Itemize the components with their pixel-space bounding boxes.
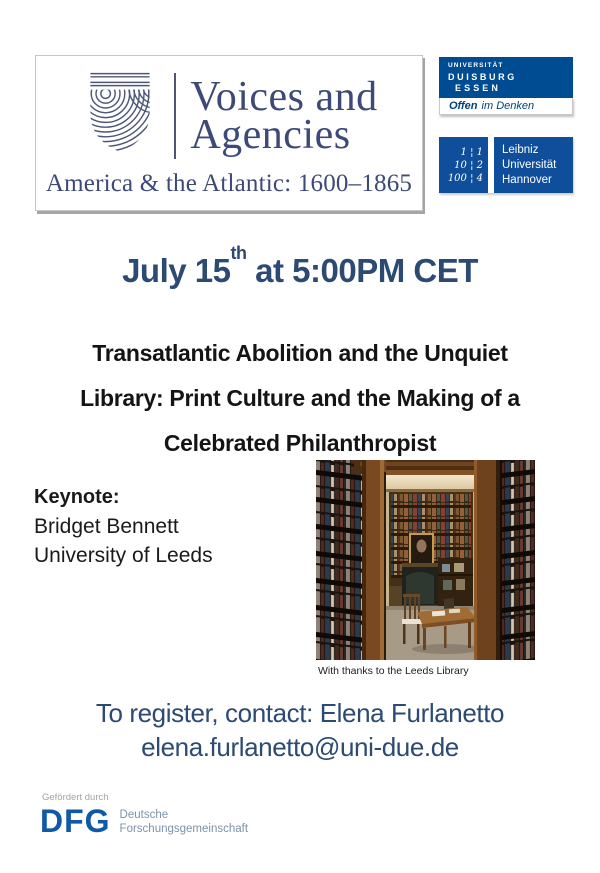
project-wordmark	[190, 73, 378, 158]
dfg-name-line2: Forschungsgemeinschaft	[119, 822, 249, 835]
dfg-funding-block	[40, 792, 249, 839]
date-part2: at 5:00PM CET	[246, 252, 478, 289]
talk-title	[0, 331, 600, 466]
ude-line-duisburg: DUISBURG	[448, 72, 517, 82]
ude-tagline-rest: im Denken	[481, 100, 535, 112]
leibniz-binary-row2: 10 ¦ 2	[454, 159, 483, 171]
ude-logo-blue-block	[439, 57, 573, 98]
dfg-logo: DFG	[40, 803, 111, 839]
voices-agencies-logo-box	[35, 55, 423, 211]
dfg-funded-by-label: Gefördert durch	[42, 792, 109, 803]
registration-contact: To register, contact: Elena Furlanetto	[95, 698, 505, 728]
leibniz-universitaet-hannover-logo	[439, 137, 573, 193]
keynote-block	[34, 483, 213, 570]
keynote-affiliation: University of Leeds	[34, 544, 213, 567]
leibniz-binary-row3: 100 ¦ 4	[447, 172, 483, 184]
talk-title-line2: Library: Print Culture and the Making of a	[80, 385, 520, 411]
dfg-name-line1: Deutsche	[119, 809, 169, 821]
ude-line-universitaet: UNIVERSITÄT	[448, 62, 504, 69]
date-part1: July 15	[122, 252, 231, 289]
keynote-label: Keynote:	[34, 486, 120, 508]
photo-caption: With thanks to the Leeds Library	[318, 665, 469, 677]
leibniz-name-line3: Hannover	[502, 173, 552, 186]
ude-line-essen: ESSEN	[455, 83, 502, 93]
ude-tagline	[439, 98, 573, 115]
talk-title-line3: Celebrated Philanthropist	[163, 430, 437, 456]
wordmark-line1: Voices and	[190, 73, 378, 120]
leibniz-name-block	[494, 137, 573, 193]
leibniz-binary-row1: 1 ¦ 1	[460, 146, 483, 158]
library-photo	[316, 460, 535, 660]
university-duisburg-essen-logo	[439, 57, 573, 115]
leibniz-binary-mark	[439, 137, 488, 193]
ude-tagline-bold: Offen	[449, 100, 478, 112]
project-subtitle: America & the Atlantic: 1600–1865	[45, 169, 413, 197]
registration-block	[0, 696, 600, 764]
logo-divider	[174, 73, 176, 159]
dfg-full-name	[120, 809, 248, 836]
shell-fan-icon	[80, 71, 160, 161]
leibniz-name-line1: Leibniz	[502, 143, 539, 156]
talk-title-line1: Transatlantic Abolition and the Unquiet	[92, 340, 508, 366]
keynote-speaker: Bridget Bennett	[34, 515, 179, 538]
leibniz-name-line2: Universität	[502, 158, 557, 171]
event-date	[0, 243, 600, 290]
date-ordinal: th	[230, 243, 247, 263]
wordmark-line2: Agencies	[190, 111, 351, 158]
registration-email: elena.furlanetto@uni-due.de	[141, 732, 459, 762]
